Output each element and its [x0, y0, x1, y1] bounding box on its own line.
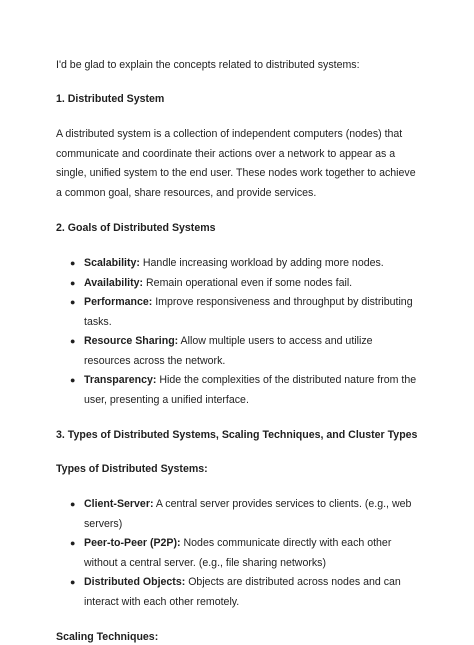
item-desc: Objects are distributed across nodes and can interact with each other remotely. [84, 576, 401, 608]
list-item [56, 573, 418, 612]
list-item [56, 254, 418, 274]
item-term: Performance: [84, 296, 153, 308]
types-list [56, 495, 418, 612]
item-desc: Nodes communicate directly with each other without a central server. (e.g., file sharing networks) [84, 537, 392, 569]
item-desc: Allow multiple users to access and utilize resources across the network. [84, 335, 373, 367]
list-item [56, 534, 418, 573]
bullet-icon: ● [70, 577, 76, 587]
item-desc: Improve responsiveness and throughput by distributing tasks. [84, 296, 413, 328]
section-body-distributed-system: A distributed system is a collection of independent computers (nodes) that communicate and coordinate their actions over a network to appear as a single, unified system to the end user. These nodes work together to achieve a common goal, share resources, and provide services. [56, 128, 416, 199]
bullet-icon: ● [70, 277, 76, 288]
list-item [56, 371, 418, 410]
bullet-icon: ● [70, 538, 76, 548]
subheading-scaling: Scaling Techniques: [56, 631, 159, 643]
section-heading-goals: 2. Goals of Distributed Systems [56, 222, 216, 234]
bullet-icon: ● [70, 297, 76, 307]
item-term: Resource Sharing: [84, 335, 179, 347]
item-term: Availability: [84, 276, 144, 289]
item-desc: Handle increasing workload by adding more nodes. [139, 257, 384, 269]
goals-list [56, 254, 418, 410]
subheading-types: Types of Distributed Systems: [56, 463, 208, 475]
list-item [56, 274, 418, 294]
list-item [56, 332, 418, 371]
bullet-icon: ● [70, 336, 76, 346]
item-desc: Hide the complexities of the distributed nature from the user, presenting a unified interface. [84, 374, 417, 406]
list-item [56, 293, 418, 332]
item-desc: A central server provides services to clients. (e.g., web servers) [84, 498, 412, 530]
section-heading-types-scaling-clusters: 3. Types of Distributed Systems, Scaling Techniques, and Cluster Types [56, 429, 418, 441]
item-term: Client-Server: [84, 498, 154, 510]
item-term: Scalability: [84, 257, 140, 269]
item-term: Transparency: [84, 374, 157, 386]
bullet-icon: ● [70, 258, 76, 268]
item-term: Distributed Objects: [84, 576, 186, 588]
section-heading-distributed-system: 1. Distributed System [56, 93, 165, 105]
list-item [56, 495, 418, 534]
item-desc: Remain operational even if some nodes fail. [143, 276, 353, 289]
bullet-icon: ● [70, 375, 76, 385]
item-term: Peer-to-Peer (P2P): [84, 537, 181, 549]
bullet-icon: ● [70, 499, 76, 509]
intro-text: I'd be glad to explain the concepts related to distributed systems: [56, 59, 360, 71]
